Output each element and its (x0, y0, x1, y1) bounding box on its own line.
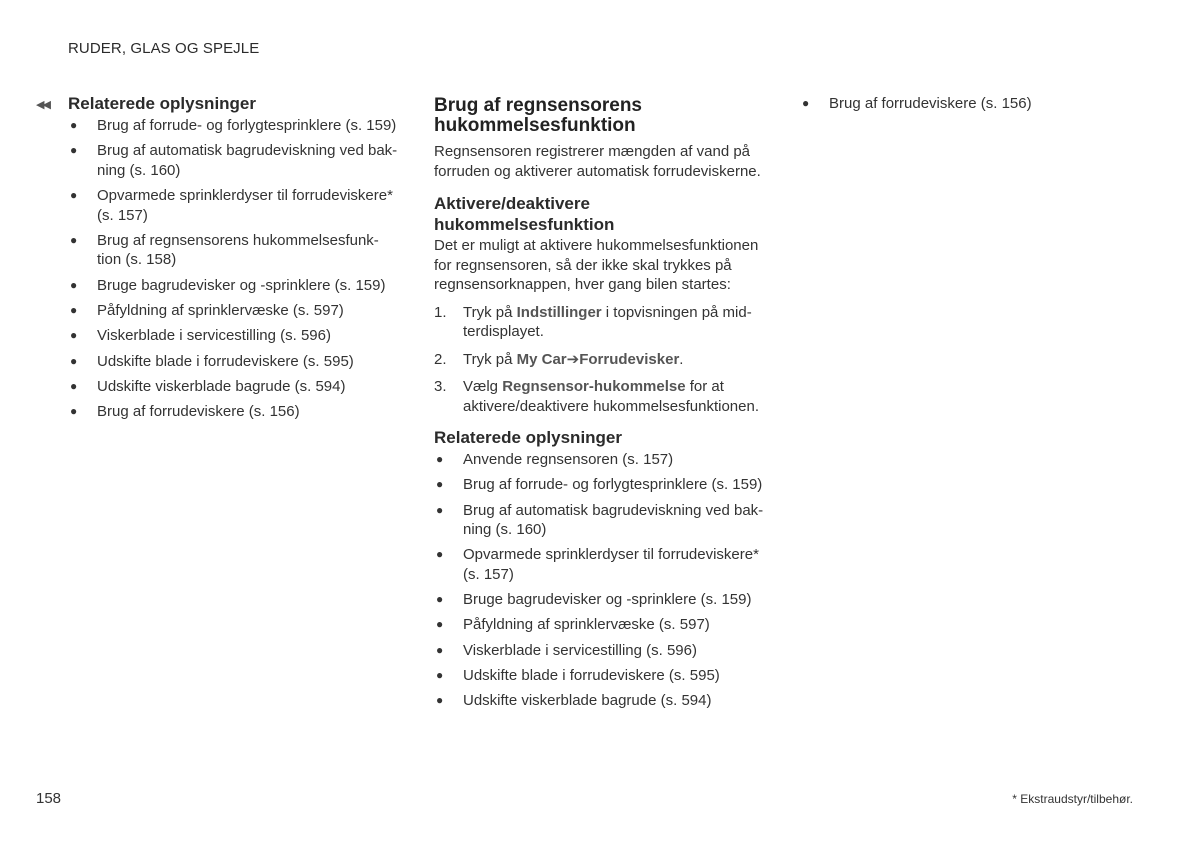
related-link[interactable] (434, 641, 774, 661)
related-link-text: Udskifte viskerblade bagrude (s. 594) (97, 377, 346, 395)
bullet-icon: ● (70, 143, 78, 158)
bullet-icon: ● (436, 452, 444, 466)
step-text: Tryk på (463, 350, 517, 368)
related-link-text: Bruge bagrudevisker og -sprinklere (s. 159) (463, 591, 752, 609)
step-text: for at aktivere/deaktivere hukommelsesfunktionen. (463, 378, 759, 415)
bullet-icon: ● (436, 477, 444, 492)
bullet-icon: ● (70, 328, 78, 343)
related-link[interactable] (68, 276, 406, 296)
related-link-text: Brug af forrude- og forlygtesprinklere (s. 159) (463, 476, 763, 494)
related-link-text: Udskifte viskerblade bagrude (s. 594) (463, 692, 712, 710)
bullet-icon: ● (70, 118, 78, 132)
bullet-icon: ● (436, 642, 444, 657)
related-list (434, 450, 774, 711)
related-link[interactable] (68, 301, 406, 321)
related-link[interactable] (68, 352, 406, 372)
bullet-icon: ● (70, 302, 78, 317)
subsection-title: Aktivere/deaktivere hukommelsesfunktion (434, 194, 615, 234)
related-title: Relaterede oplysninger (434, 428, 623, 447)
related-link[interactable] (68, 402, 406, 422)
related-link-text: Påfyldning af sprinklervæske (s. 597) (463, 616, 710, 634)
page-number: 158 (36, 790, 62, 807)
related-link-text: Viskerblade i servicestilling (s. 596) (97, 327, 331, 345)
bullet-icon: ● (70, 188, 78, 203)
section-title: Brug af regnsensorens hukommelsesfunktion (434, 95, 642, 136)
related-link[interactable] (68, 326, 406, 346)
steps-list (434, 303, 774, 417)
related-link-text: Påfyldning af sprinklervæske (s. 597) (97, 301, 344, 319)
related-link-text: Udskifte blade i forrudeviskere (s. 595) (463, 667, 720, 685)
related-link[interactable] (434, 545, 774, 584)
middle-column (434, 94, 774, 717)
step-text: . (679, 350, 684, 368)
step-text: Tryk på (463, 303, 517, 321)
bullet-icon: ● (436, 668, 444, 683)
step-item (434, 303, 774, 342)
related-link-text: Brug af automatisk bagrudeviskning ved bak- ning (s. 160) (97, 142, 398, 179)
related-link[interactable] (68, 186, 406, 225)
step-text: Vælg (463, 378, 503, 395)
bullet-icon: ● (436, 617, 444, 632)
bullet-icon: ● (70, 232, 78, 247)
related-link-text: Viskerblade i servicestilling (s. 596) (463, 641, 697, 659)
step-number: 2. (434, 350, 447, 368)
related-link[interactable] (434, 615, 774, 635)
related-link[interactable] (434, 590, 774, 610)
related-link[interactable] (68, 141, 406, 180)
bullet-icon: ● (70, 277, 78, 292)
related-link[interactable] (434, 666, 774, 686)
step-number: 1. (434, 303, 447, 321)
bullet-icon: ● (802, 96, 810, 110)
double-left-arrow-icon[interactable]: ◀◀ (36, 99, 49, 111)
ui-term: Forrudevisker (579, 350, 680, 368)
chapter-header: RUDER, GLAS OG SPEJLE (68, 40, 260, 57)
right-arrow-icon: ➔ (566, 350, 580, 368)
related-link[interactable] (434, 475, 774, 495)
related-link-text: Brug af forrudeviskere (s. 156) (829, 95, 1032, 112)
step-item (434, 350, 774, 370)
related-link-text: Bruge bagrudevisker og -sprinklere (s. 159) (97, 276, 386, 294)
bullet-icon: ● (436, 547, 444, 562)
bullet-icon: ● (436, 592, 444, 607)
related-link[interactable] (68, 231, 406, 270)
related-link-text: Udskifte blade i forrudeviskere (s. 595) (97, 352, 354, 370)
related-link[interactable] (68, 116, 406, 136)
related-link-text: Brug af forrude- og forlygtesprinklere (s. 159) (97, 117, 397, 134)
related-link-text: Opvarmede sprinklerdyser til forrudeviskere* (s. 157) (97, 187, 393, 224)
right-column (800, 94, 1160, 119)
step-text: i topvisningen på mid- terdisplayet. (463, 303, 752, 340)
related-link-text: Brug af automatisk bagrudeviskning ved bak- ning (s. 160) (463, 501, 764, 539)
related-title: Relaterede oplysninger (68, 94, 257, 113)
related-link[interactable] (434, 691, 774, 711)
footnote: * Ekstraudstyr/tilbehør. (1012, 792, 1133, 806)
bullet-icon: ● (70, 404, 78, 419)
intro-text: Regnsensoren registrerer mængden af vand på forruden og aktiverer automatisk forrudeviskerne. (434, 143, 761, 180)
related-link[interactable] (68, 377, 406, 397)
ui-term: Regnsensor-hukommelse (502, 378, 686, 395)
related-list (68, 116, 406, 422)
related-link-text: Brug af forrudeviskere (s. 156) (97, 403, 300, 421)
bullet-icon: ● (70, 378, 78, 393)
subsection-text: Det er muligt at aktivere hukommelsesfunktionen for regnsensoren, så der ikke skal trykkes på regnsensorknappen, hver gang bilen startes: (434, 237, 759, 293)
left-column (36, 94, 406, 427)
bullet-icon: ● (436, 693, 444, 708)
ui-term: Indstillinger (516, 303, 602, 321)
related-link-text: Brug af regnsensorens hukommelsesfunk- tion (s. 158) (97, 231, 379, 269)
bullet-icon: ● (436, 502, 444, 517)
related-link[interactable] (434, 501, 774, 540)
ui-term: My Car (516, 350, 567, 368)
bullet-icon: ● (70, 353, 78, 368)
related-link-text: Opvarmede sprinklerdyser til forrudeviskere* (s. 157) (463, 546, 759, 583)
step-number: 3. (434, 378, 447, 395)
step-item (434, 377, 774, 416)
related-list (800, 94, 1160, 114)
related-link[interactable] (800, 94, 1160, 114)
related-link-text: Anvende regnsensoren (s. 157) (463, 451, 674, 468)
related-link[interactable] (434, 450, 774, 470)
